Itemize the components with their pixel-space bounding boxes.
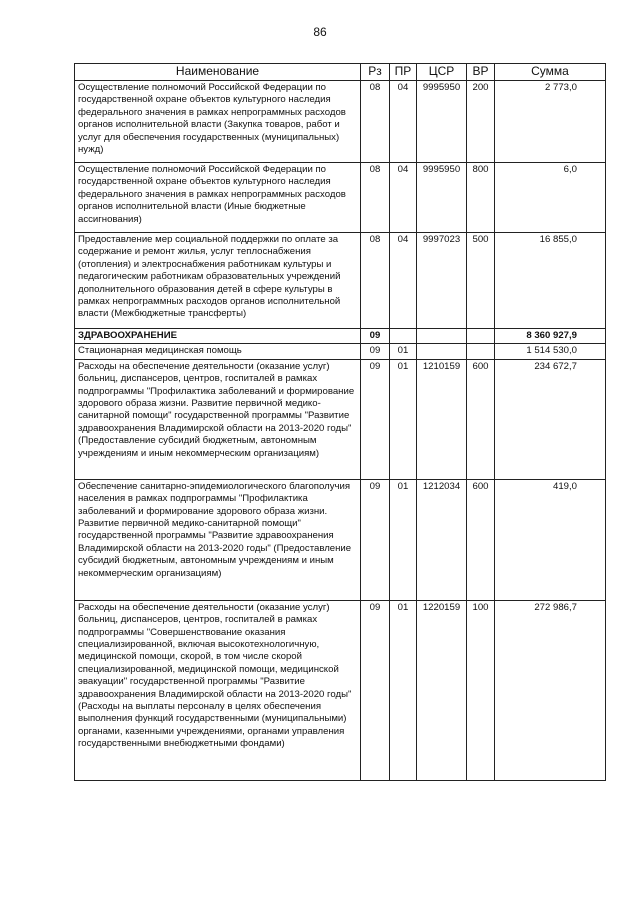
row-csr: 1220159 <box>417 600 467 780</box>
row-pr: 04 <box>390 81 417 163</box>
header-sum: Сумма <box>495 64 606 81</box>
row-csr <box>417 344 467 359</box>
header-pr: ПР <box>390 64 417 81</box>
row-rz: 09 <box>361 329 390 344</box>
header-name: Наименование <box>75 64 361 81</box>
row-name: Расходы на обеспечение деятельности (оказание услуг) больниц, диспансеров, центров, госпиталей в рамках подпрограммы "Совершенствование оказания специализированной, включая высокотехнологичную, медицинской помощи, скорой, в том числе скорой специализированной, медицинской помощи, медицинской эвакуации" государственной программы "Развитие здравоохранения Владимирской области на 2013-2020 годы" (Расходы на выплаты персоналу в целях обеспечения выполнения функций государственными (муниципальными) органами, казенными учреждениями, органами управления государственными внебюджетными фондами) <box>75 600 361 780</box>
table-row <box>75 359 606 479</box>
row-name: Предоставление мер социальной поддержки по оплате за содержание и ремонт жилья, услуг теплоснабжения (отопления) и электроснабжения работникам культуры и педагогическим работникам образовательных учреждений дополнительного образования детей в сфере культуры в рамках непрограммных расходов органов исполнительной власти (Межбюджетные трансферты) <box>75 233 361 329</box>
row-pr: 04 <box>390 233 417 329</box>
page-number: 86 <box>313 25 327 39</box>
row-sum: 8 360 927,9 <box>495 329 606 344</box>
table-row <box>75 600 606 780</box>
row-vr: 800 <box>467 163 495 233</box>
row-vr <box>467 344 495 359</box>
table-row <box>75 233 606 329</box>
row-csr <box>417 329 467 344</box>
header-vr: ВР <box>467 64 495 81</box>
budget-table <box>74 63 606 781</box>
row-name: Стационарная медицинская помощь <box>75 344 361 359</box>
row-rz: 09 <box>361 479 390 600</box>
table-header-row <box>75 64 606 81</box>
row-rz: 09 <box>361 600 390 780</box>
row-pr: 01 <box>390 344 417 359</box>
table-row <box>75 81 606 163</box>
row-name: Осуществление полномочий Российской Федерации по государственной охране объектов культурного наследия федерального значения в рамках непрограммных расходов органов исполнительной власти (Закупка товаров, работ и услуг для обеспечения государственных (муниципальных) нужд) <box>75 81 361 163</box>
row-vr: 100 <box>467 600 495 780</box>
table-row-section <box>75 329 606 344</box>
row-pr <box>390 329 417 344</box>
row-sum: 419,0 <box>495 479 606 600</box>
row-vr: 600 <box>467 479 495 600</box>
row-vr: 200 <box>467 81 495 163</box>
row-sum: 1 514 530,0 <box>495 344 606 359</box>
row-name: Расходы на обеспечение деятельности (оказание услуг) больниц, диспансеров, центров, госпиталей в рамках подпрограммы "Профилактика заболеваний и формирование здорового образа жизни. Развитие первичной медико-санитарной помощи" государственной программы "Развитие здравоохранения Владимирской области на 2013-2020 годы" (Предоставление субсидий бюджетным, автономным учреждениям и иным некоммерческим организациям) <box>75 359 361 479</box>
row-sum: 16 855,0 <box>495 233 606 329</box>
row-rz: 08 <box>361 233 390 329</box>
row-rz: 09 <box>361 359 390 479</box>
row-rz: 09 <box>361 344 390 359</box>
row-vr <box>467 329 495 344</box>
row-rz: 08 <box>361 163 390 233</box>
row-sum: 272 986,7 <box>495 600 606 780</box>
row-csr: 9995950 <box>417 163 467 233</box>
row-rz: 08 <box>361 81 390 163</box>
row-vr: 600 <box>467 359 495 479</box>
row-pr: 01 <box>390 479 417 600</box>
header-rz: Рз <box>361 64 390 81</box>
row-vr: 500 <box>467 233 495 329</box>
row-csr: 9997023 <box>417 233 467 329</box>
row-csr: 9995950 <box>417 81 467 163</box>
row-csr: 1210159 <box>417 359 467 479</box>
row-sum: 2 773,0 <box>495 81 606 163</box>
row-pr: 04 <box>390 163 417 233</box>
row-name: Осуществление полномочий Российской Федерации по государственной охране объектов культурного наследия федерального значения в рамках непрограммных расходов органов исполнительной власти (Иные бюджетные ассигнования) <box>75 163 361 233</box>
row-sum: 6,0 <box>495 163 606 233</box>
table-row <box>75 344 606 359</box>
row-pr: 01 <box>390 359 417 479</box>
table-row <box>75 479 606 600</box>
header-csr: ЦСР <box>417 64 467 81</box>
table-row <box>75 163 606 233</box>
row-sum: 234 672,7 <box>495 359 606 479</box>
section-title: ЗДРАВООХРАНЕНИЕ <box>75 329 361 344</box>
row-csr: 1212034 <box>417 479 467 600</box>
row-pr: 01 <box>390 600 417 780</box>
row-name: Обеспечение санитарно-эпидемиологического благополучия населения в рамках подпрограммы "Профилактика заболеваний и формирование здорового образа жизни. Развитие первичной медико-санитарной помощи" государственной программы "Развитие здравоохранения Владимирской области на 2013-2020 годы" (Предоставление субсидий бюджетным, автономным учреждениям и иным некоммерческим организациям) <box>75 479 361 600</box>
